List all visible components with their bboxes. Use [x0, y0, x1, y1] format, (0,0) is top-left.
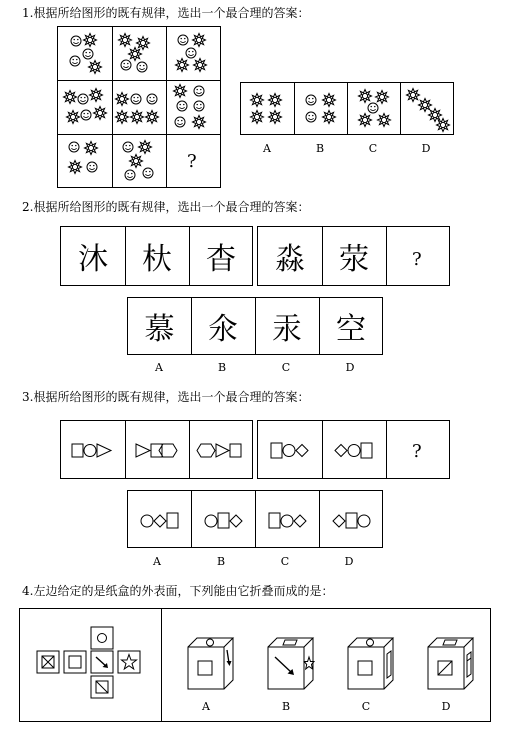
q4-net — [20, 609, 161, 723]
q2-question-mark: ? — [412, 249, 422, 270]
question-4-title: 4.左边给定的是纸盒的外表面，下列能由它折叠而成的是： — [22, 584, 334, 598]
q4-option-c[interactable]: C — [361, 700, 371, 713]
q3-option-a[interactable]: A — [153, 555, 161, 568]
q2-char-4: 淼 — [275, 242, 305, 277]
q4-panel — [19, 608, 491, 722]
q3-row2 — [257, 420, 450, 479]
q2-answer-b: 氽 — [208, 312, 238, 347]
q3-option-d[interactable]: D — [344, 555, 354, 568]
q1-option-a[interactable]: A — [263, 142, 271, 155]
question-3-title: 3.根据所给图形的既有规律，选出一个最合理的答案： — [22, 390, 310, 404]
q2-answers — [127, 297, 383, 355]
q1-grid — [57, 26, 221, 188]
q3-row2-figures — [258, 421, 451, 480]
q1-question-mark: ? — [187, 151, 197, 172]
q2-char-5: 荥 — [339, 242, 369, 277]
q4-option-a[interactable]: A — [202, 700, 210, 713]
q2-answer-d: 空 — [336, 312, 366, 347]
q3-option-b[interactable]: B — [216, 555, 226, 568]
q2-answer-a: 慕 — [144, 312, 175, 347]
q1-options-strip — [240, 82, 454, 135]
q2-char-1: 沐 — [78, 242, 108, 277]
q3-question-mark: ? — [412, 441, 422, 462]
question-1-title: 1.根据所给图形的既有规律，选出一个最合理的答案： — [22, 6, 310, 20]
q4-option-b[interactable]: B — [281, 700, 291, 713]
q1-option-c[interactable]: C — [368, 142, 378, 155]
q3-answers — [127, 490, 383, 548]
q2-option-d[interactable]: D — [345, 361, 355, 374]
q1-option-b[interactable]: B — [315, 142, 325, 155]
q2-answer-c: 汞 — [272, 312, 302, 347]
q3-row1-figures — [61, 421, 254, 480]
q2-option-c[interactable]: C — [281, 361, 291, 374]
q2-option-b[interactable]: B — [217, 361, 227, 374]
q2-row1 — [60, 226, 253, 286]
q2-option-a[interactable]: A — [155, 361, 163, 374]
q2-char-3: 杳 — [206, 242, 236, 277]
q4-option-d[interactable]: D — [441, 700, 451, 713]
q2-char-2: 杕 — [142, 242, 172, 277]
q3-row1 — [60, 420, 253, 479]
q3-answer-figures — [128, 491, 384, 549]
q3-option-c[interactable]: C — [280, 555, 290, 568]
q1-option-d[interactable]: D — [421, 142, 431, 155]
q1-option-figures — [241, 83, 455, 136]
question-2-title: 2.根据所给图形的既有规律，选出一个最合理的答案： — [22, 200, 310, 214]
q1-grid-figures — [58, 27, 222, 189]
q2-row2 — [257, 226, 450, 286]
